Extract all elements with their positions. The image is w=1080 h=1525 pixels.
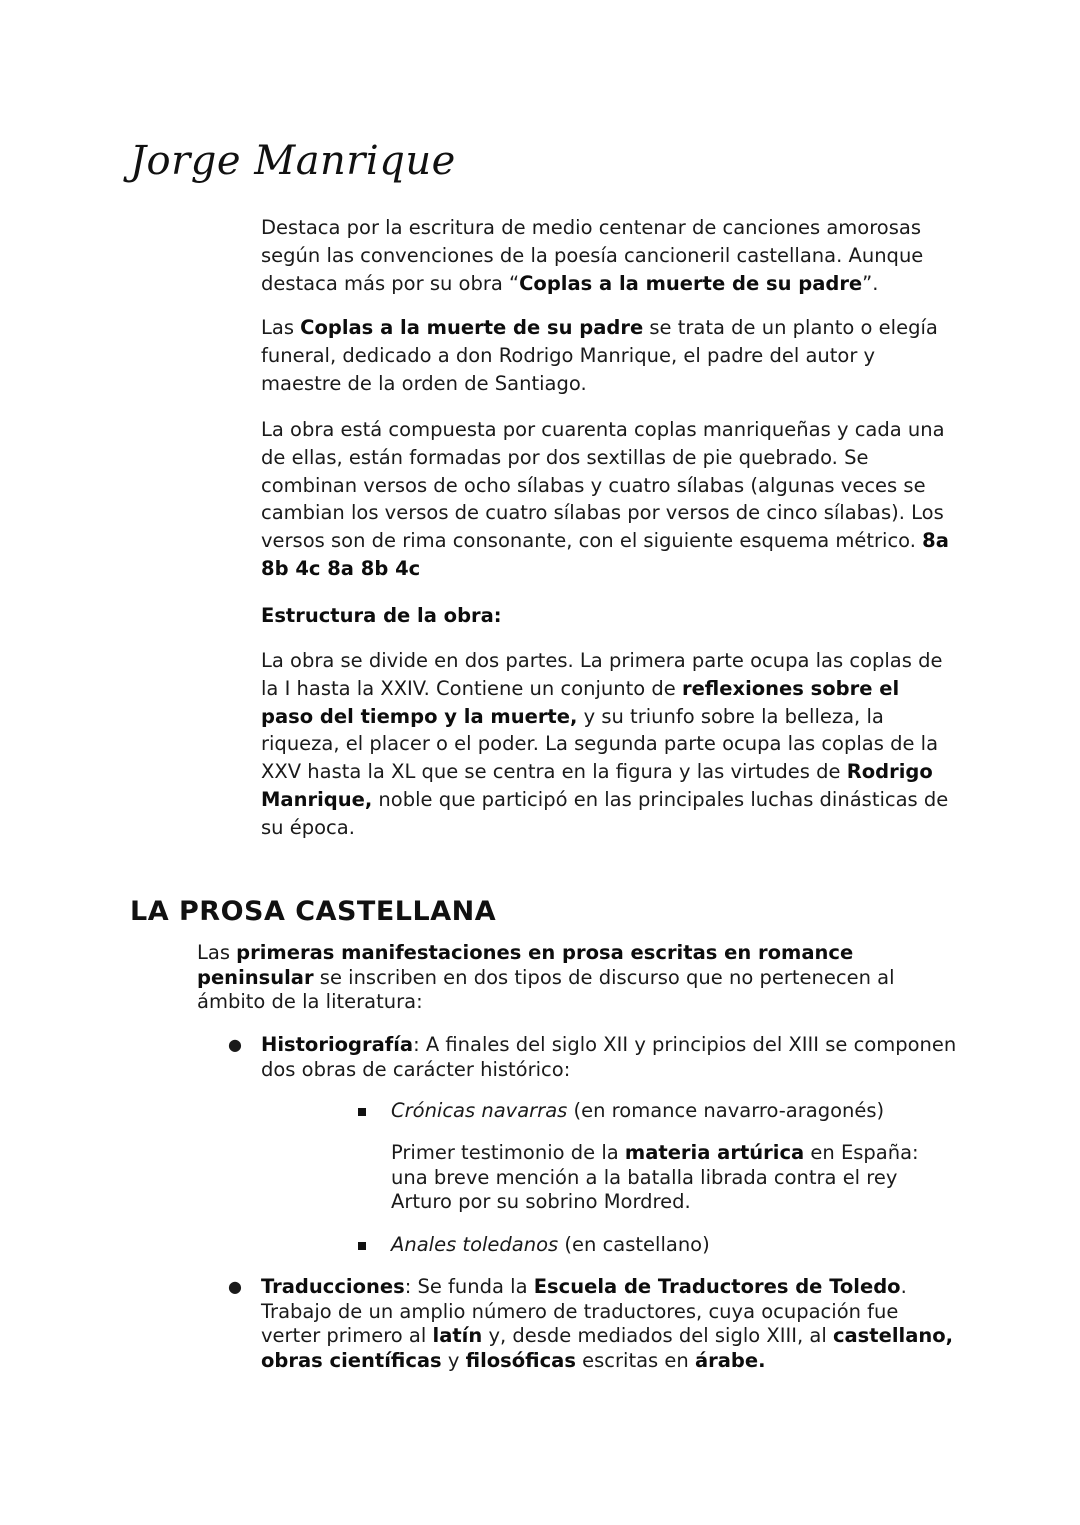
section-intro: Las primeras manifestaciones en prosa escritas en romance peninsular se inscriben en dos tipos de discurso que no pertenecen al ámbito de la literatura: xyxy=(197,941,895,1013)
section-heading: LA PROSA CASTELLANA xyxy=(130,896,497,927)
bullet-icon: ● xyxy=(228,1035,242,1054)
intro-paragraph: Destaca por la escritura de medio centenar de canciones amorosas según las convenciones de la poesía cancioneril castellana. Aunque destaca más por su obra “Coplas a la muerte de su padre”. xyxy=(261,216,924,295)
square-bullet-icon xyxy=(358,1108,366,1116)
traducciones-text: Traducciones: Se funda la Escuela de Traductores de Toledo. Trabajo de un amplio número de traductores, cuya ocupación fue verter primero al latín y, desde mediados del siglo XIII, al castellano, obras científicas y filosóficas escritas en árabe. xyxy=(261,1275,954,1372)
cronicas-text: Crónicas navarras (en romance navarro-aragonés) xyxy=(391,1099,885,1122)
bullet-icon: ● xyxy=(228,1277,242,1296)
historiografia-text: Historiografía: A finales del siglo XII y principios del XIII se componen dos obras de carácter histórico: xyxy=(261,1033,957,1081)
structure-paragraph: La obra se divide en dos partes. La primera parte ocupa las coplas de la I hasta la XXIV. Contiene un conjunto de reflexiones sobre el paso del tiempo y la muerte, y su triunfo sobre la belleza, la riqueza, el placer o el poder. La segunda parte ocupa las coplas de la XXV hasta la XL que se centra en la figura y las virtudes de Rodrigo Manrique, noble que participó en las principales luchas dinásticas de su época. xyxy=(261,649,949,839)
structure-heading: Estructura de la obra: xyxy=(261,604,502,627)
anales-text: Anales toledanos (en castellano) xyxy=(391,1233,710,1256)
coplas-paragraph: Las Coplas a la muerte de su padre se trata de un planto o elegía funeral, dedicado a don Rodrigo Manrique, el padre del autor y maestre de la orden de Santiago. xyxy=(261,316,938,395)
page-title: Jorge Manrique xyxy=(130,138,456,184)
metrics-paragraph: La obra está compuesta por cuarenta coplas manriqueñas y cada una de ellas, están formadas por dos sextillas de pie quebrado. Se combinan versos de ocho sílabas y cuatro sílabas (algunas veces se cambian los versos de cuatro sílabas por versos de cinco sílabas). Los versos son de rima consonante, con el siguiente esquema métrico. 8a 8b 4c 8a 8b 4c xyxy=(261,418,949,580)
square-bullet-icon xyxy=(358,1242,366,1250)
arturica-paragraph: Primer testimonio de la materia artúrica en España: una breve mención a la batalla librada contra el rey Arturo por su sobrino Mordred. xyxy=(391,1141,919,1213)
